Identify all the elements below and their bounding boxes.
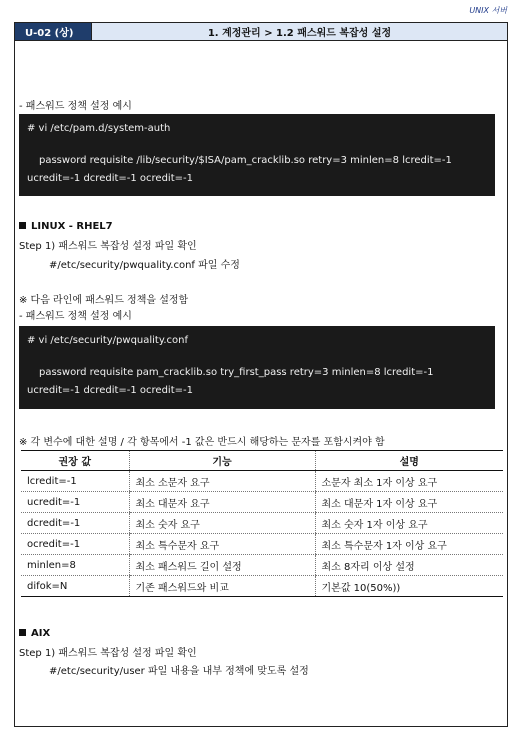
table-cell: dcredit=-1 — [21, 513, 129, 534]
table-row — [21, 576, 503, 597]
table-cell: 기존 패스워드와 비교 — [129, 576, 315, 597]
linux-note: ※ 다음 라인에 패스워드 정책을 설정함 — [19, 295, 189, 306]
code-line: password requisite /lib/security/$ISA/pam_cracklib.so retry=3 minlen=8 lcredit=-1 — [39, 155, 452, 166]
column-header: 기능 — [129, 451, 315, 471]
linux-heading-text: LINUX - RHEL7 — [31, 221, 113, 232]
code-line: password requisite pam_cracklib.so try_first_pass retry=3 minlen=8 lcredit=-1 — [39, 367, 434, 378]
code-command: # vi /etc/pam.d/system-auth — [27, 123, 171, 134]
table-row — [21, 492, 503, 513]
table-cell: 최소 소문자 요구 — [129, 471, 315, 492]
table-cell: 최소 패스워드 길이 설정 — [129, 555, 315, 576]
table-cell: 기본값 10(50%)) — [315, 576, 503, 597]
aix-step1: Step 1) 패스워드 복잡성 설정 파일 확인 — [19, 648, 197, 659]
document-category-label: UNIX 서버 — [469, 6, 507, 15]
table-cell: lcredit=-1 — [21, 471, 129, 492]
aix-step1-detail: #/etc/security/user 파일 내용을 내부 정책에 맞도록 설정 — [49, 666, 309, 677]
table-caption: ※ 각 변수에 대한 설명 / 각 항목에서 -1 값은 반드시 해당하는 문자를 포함시켜야 함 — [19, 437, 385, 448]
table-row — [21, 471, 503, 492]
section-header — [15, 23, 507, 41]
square-bullet-icon — [19, 222, 26, 229]
table-header-row — [21, 451, 503, 471]
table-row — [21, 513, 503, 534]
table-cell: ucredit=-1 — [21, 492, 129, 513]
column-header: 권장 값 — [21, 451, 129, 471]
code-block-system-auth — [19, 114, 495, 196]
table-cell: 최소 특수문자 요구 — [129, 534, 315, 555]
table-cell: 최소 대문자 요구 — [129, 492, 315, 513]
table-cell: 최소 8자리 이상 설정 — [315, 555, 503, 576]
table-cell: difok=N — [21, 576, 129, 597]
example-title-2: - 패스워드 정책 설정 예시 — [19, 311, 132, 322]
linux-step1-detail: #/etc/security/pwquality.conf 파일 수정 — [49, 260, 240, 271]
section-title: 1. 계정관리 > 1.2 패스워드 복잡성 설정 — [91, 23, 507, 40]
code-line: ucredit=-1 dcredit=-1 ocredit=-1 — [27, 173, 193, 184]
code-block-pwquality — [19, 326, 495, 409]
square-bullet-icon — [19, 629, 26, 636]
table-cell: 최소 특수문자 1자 이상 요구 — [315, 534, 503, 555]
table-row — [21, 534, 503, 555]
linux-heading — [19, 221, 113, 232]
linux-step1: Step 1) 패스워드 복잡성 설정 파일 확인 — [19, 241, 197, 252]
table-cell: 최소 숫자 1자 이상 요구 — [315, 513, 503, 534]
parameter-table — [21, 450, 503, 597]
code-line: ucredit=-1 dcredit=-1 ocredit=-1 — [27, 385, 193, 396]
table-cell: minlen=8 — [21, 555, 129, 576]
table-cell: 최소 대문자 1자 이상 요구 — [315, 492, 503, 513]
table-cell: 최소 숫자 요구 — [129, 513, 315, 534]
page-frame — [14, 22, 508, 727]
code-command: # vi /etc/security/pwquality.conf — [27, 335, 189, 346]
item-code: U-02 (상) — [15, 23, 91, 40]
aix-heading-text: AIX — [31, 628, 51, 639]
table-row — [21, 555, 503, 576]
example-title-1: - 패스워드 정책 설정 예시 — [19, 101, 132, 112]
table-cell: 소문자 최소 1자 이상 요구 — [315, 471, 503, 492]
column-header: 설명 — [315, 451, 503, 471]
aix-heading — [19, 628, 50, 639]
table-cell: ocredit=-1 — [21, 534, 129, 555]
